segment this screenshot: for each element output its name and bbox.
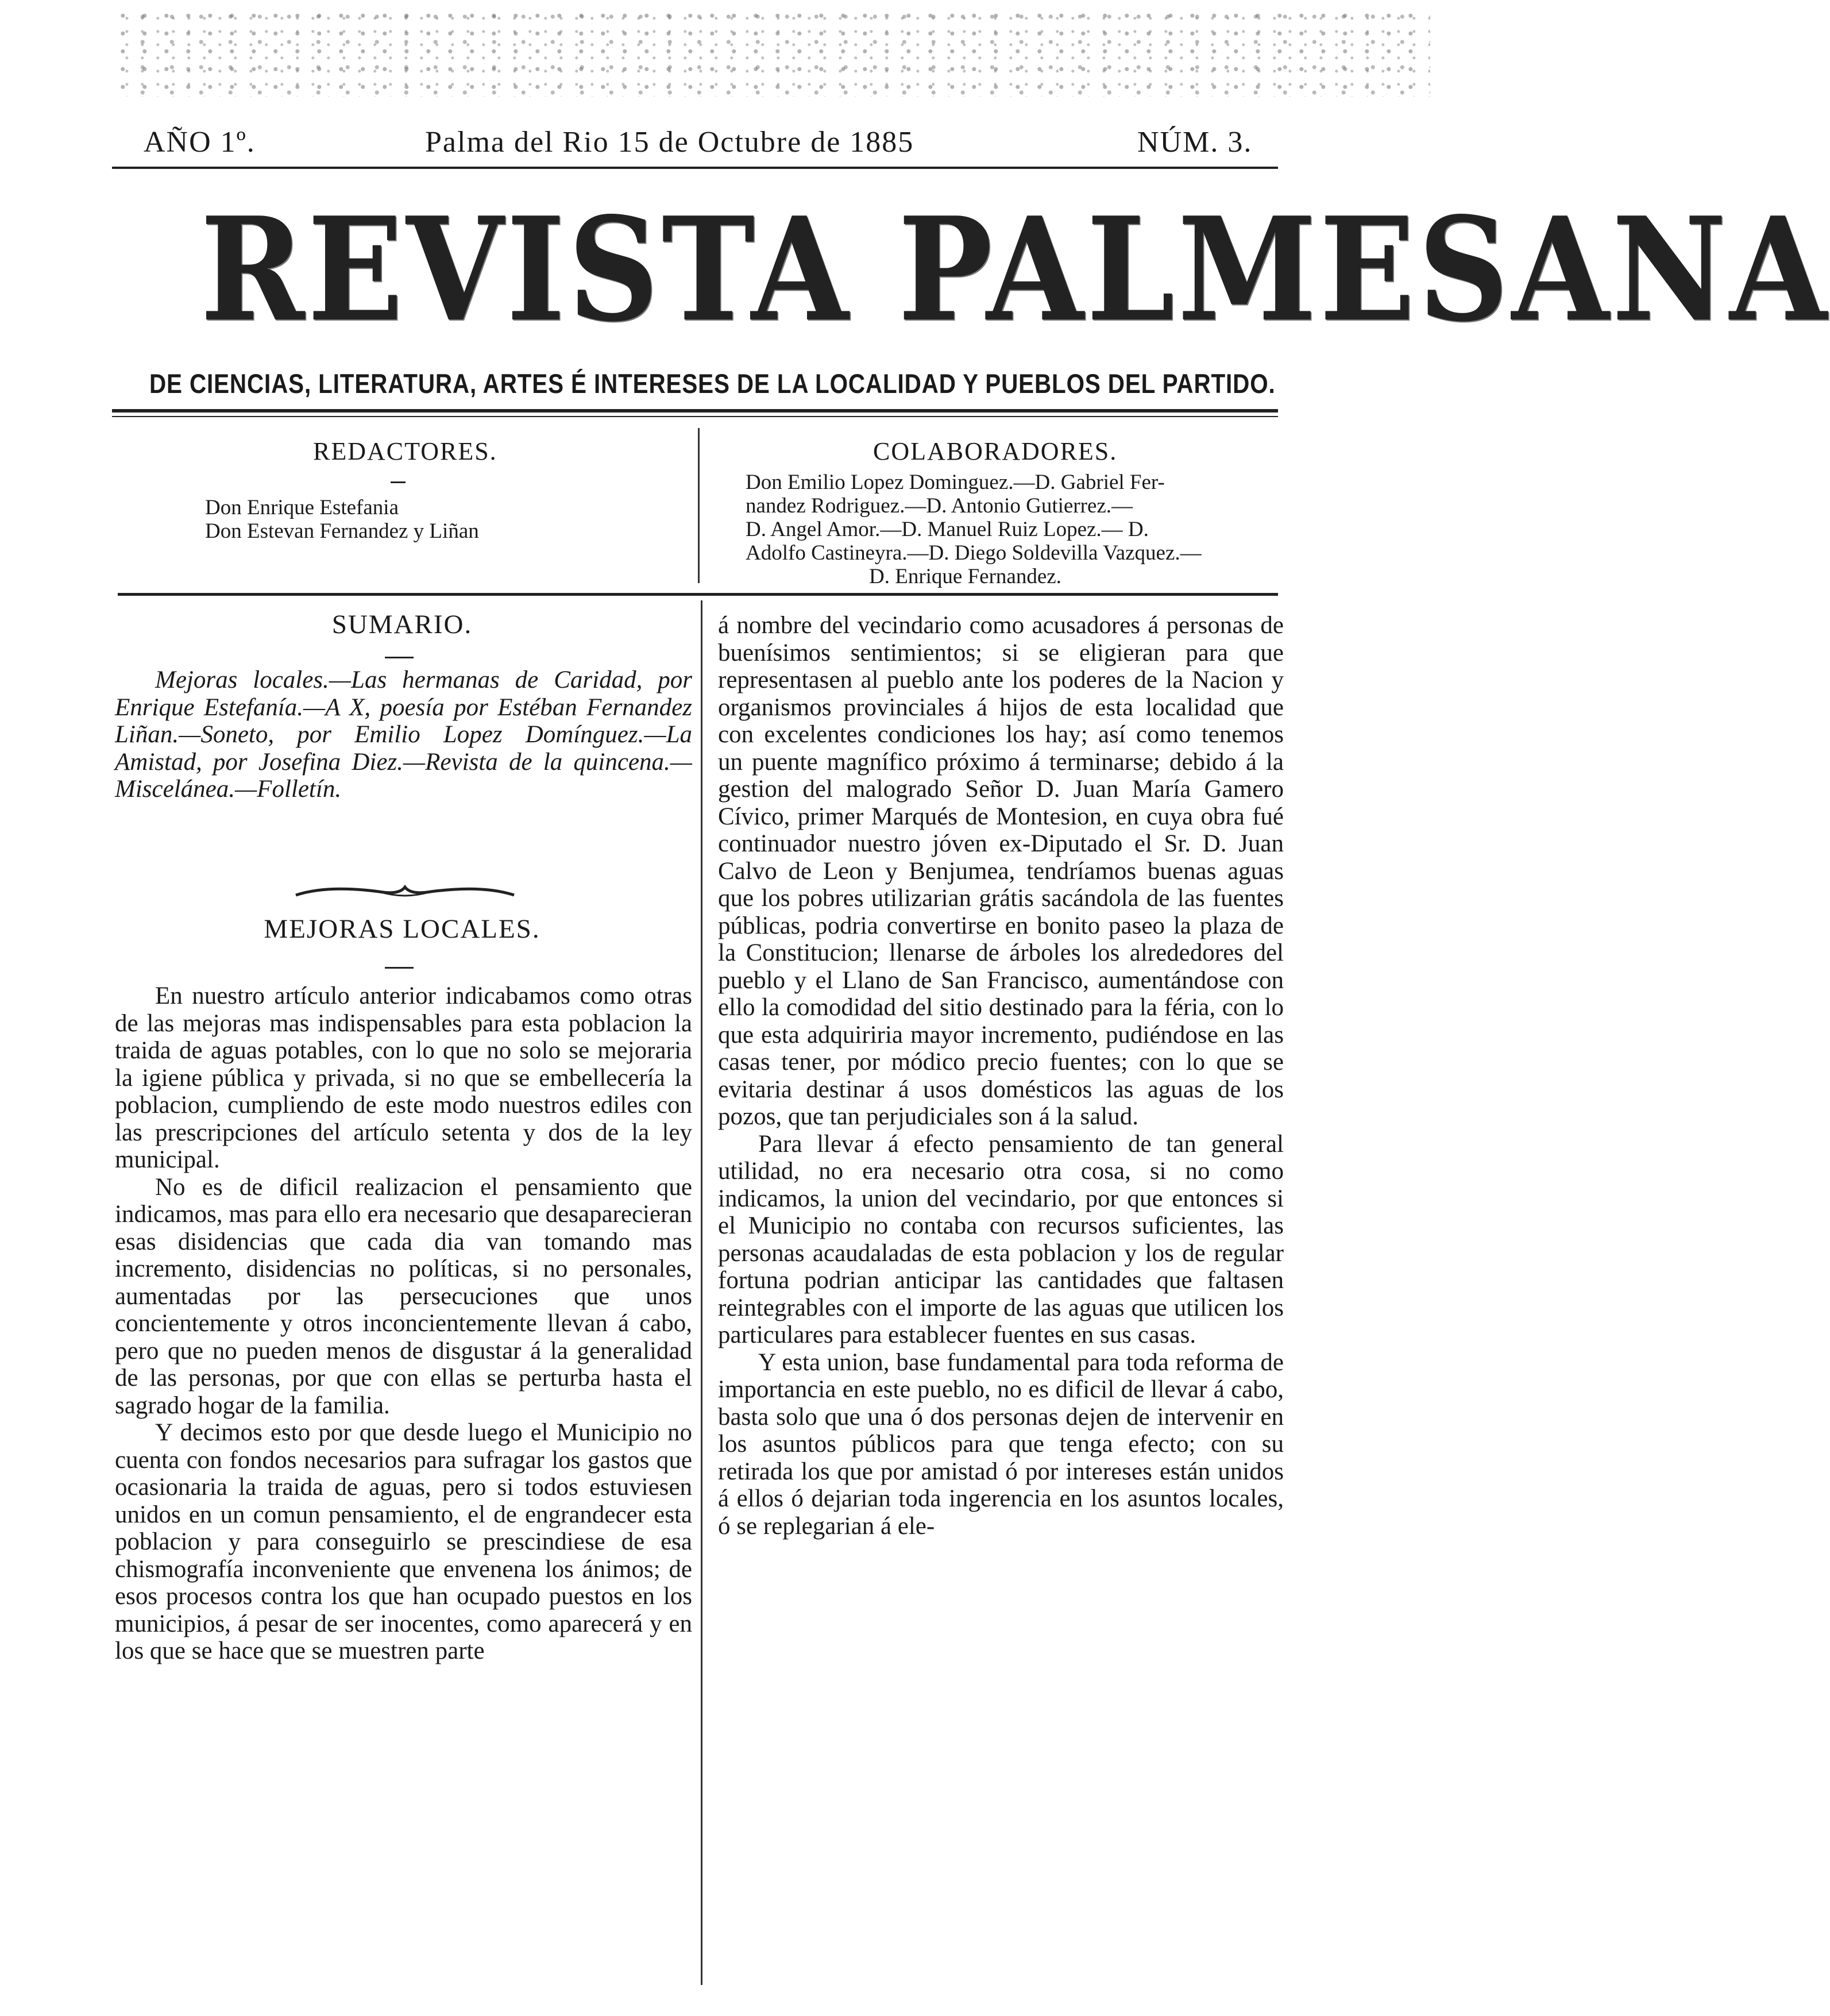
dateline-rule bbox=[112, 167, 1278, 169]
article-heading: MEJORAS LOCALES. bbox=[264, 914, 540, 944]
sumario-text: Mejoras locales.—Las hermanas de Caridad, por Enrique Estefanía.—A X, poesía por Estéban Fernandez Liñan.—Soneto, por Emilio Lopez Domínguez.—La Amistad, por Josefina Diez.—Revista de la quincena.—Miscelánea.—Folletín. bbox=[115, 666, 692, 803]
issue-year: AÑO 1º. bbox=[144, 126, 256, 159]
sumario-heading: SUMARIO. bbox=[331, 610, 473, 639]
ornament-divider bbox=[293, 879, 517, 902]
redactores-dash bbox=[391, 481, 406, 483]
article-paragraph: En nuestro artículo anterior indicabamos como otras de las mejoras mas indispensables para esta poblacion la traida de aguas potables, con lo que no solo se mejoraria la igiene pública y privada, si no que se embellecería la poblacion, cumpliendo de este modo nuestros ediles con las prescripciones del artículo setenta y dos de la ley municipal. bbox=[115, 982, 692, 1173]
article-paragraph: á nombre del vecindario como acusadores á personas de buenísimos sentimientos; si se eligieran para que representasen al pueblo ante los poderes de la Nacion y organismos provinciales á hijos de esta localidad que con excelentes condiciones los hay; así como tenemos un puente magnífico próximo á terminarse; debido á la gestion del malogrado Señor D. Juan María Gamero Cívico, primer Marqués de Montesion, en cuya obra fué continuador nuestro jóven ex-Diputado el Sr. D. Juan Calvo de Leon y Benjumea, tendríamos buenas aguas que los pobres utilizarian grátis sacándola de las fuentes públicas, podria convertirse en bonito paseo la plaza de la Constitucion; llenarse de árboles los alrededores del pueblo y el Llano de San Francisco, aumentándose con ello la comodidad del sitio destinado para la féria, con lo que esta adquiriria mayor incremento, pudiéndose en las casas tener, por módico precio fuentes; con lo que se evitaria destinar á usos domésticos las aguas de los pozos, que tan perjudiciales son á la salud. bbox=[718, 612, 1284, 1130]
masthead-subtitle: DE CIENCIAS, LITERATURA, ARTES É INTERESES DE LA LOCALIDAD Y PUEBLOS DEL PARTIDO. bbox=[149, 368, 1276, 399]
staff-rule bbox=[118, 593, 1278, 596]
redactores-heading: REDACTORES. bbox=[313, 437, 497, 465]
staff-divider bbox=[698, 428, 700, 583]
sumario-dash bbox=[385, 657, 414, 658]
colaborador-line: D. Angel Amor.—D. Manuel Ruiz Lopez.— D. bbox=[746, 518, 1149, 541]
redactor-line: Don Enrique Estefania bbox=[205, 496, 399, 519]
issue-number: NÚM. 3. bbox=[1137, 126, 1253, 159]
article-paragraph: Y decimos esto por que desde luego el Municipio no cuenta con fondos necesarios para sufragar los gastos que ocasionaria la traida de aguas, pero si todos estuviesen unidos en un comun pensamiento, el de engrandecer esta poblacion y para conseguirlo se prescindiese de esa chismografía inconveniente que envenena los ánimos; de esos procesos contra los que han ocupado puestos en los municipios, á pesar de ser inocentes, como aparecerá y en los que se hace que se muestren parte bbox=[115, 1419, 692, 1664]
colaboradores-heading: COLABORADORES. bbox=[873, 437, 1118, 465]
article-paragraph: Y esta union, base fundamental para toda reforma de importancia en este pueblo, no es dificil de llevar á cabo, basta solo que una ó dos personas dejen de intervenir en los asuntos públicos para que tenga efecto; con su retirada los que por amistad ó por intereses están unidos á ellos ó dejarian toda ingerencia en los asuntos locales, ó se replegarian á ele- bbox=[718, 1348, 1284, 1540]
article-paragraph: No es de dificil realizacion el pensamiento que indicamos, mas para ello era necesario que desaparecieran esas disidencias que cada dia van tomando mas incremento, disidencias no políticas, si no personales, aumentadas por las persecuciones que unos concientemente y otros inconcientemente llevan á cabo, pero que no pueden menos de disgustar á la generalidad de las personas, por que con ellas se perturba hasta el sagrado hogar de la familia. bbox=[115, 1173, 692, 1419]
colaborador-line: D. Enrique Fernandez. bbox=[869, 565, 1061, 588]
print-noise-band bbox=[121, 10, 1430, 97]
colaborador-line: Don Emilio Lopez Dominguez.—D. Gabriel Fer- bbox=[746, 471, 1165, 494]
redactor-line: Don Estevan Fernandez y Liñan bbox=[205, 519, 479, 543]
column-divider bbox=[701, 600, 702, 1985]
subtitle-rule-thin bbox=[112, 416, 1278, 417]
article-paragraph: Para llevar á efecto pensamiento de tan general utilidad, no era necesario otra cosa, si no como indicamos, la union del vecindario, por que entonces si el Municipio no contaba con recursos suficientes, las personas acaudaladas de esta poblacion y los de regular fortuna podrian anticipar las cantidades que faltasen reintegrables con el importe de las aguas que utilicen los particulares para establecer fuentes en sus casas. bbox=[718, 1130, 1284, 1348]
issue-date: Palma del Rio 15 de Octubre de 1885 bbox=[425, 126, 914, 159]
subtitle-rule-thick bbox=[112, 409, 1278, 413]
article-dash bbox=[385, 967, 414, 969]
dateline bbox=[144, 125, 1275, 165]
article-left-column bbox=[115, 982, 692, 1665]
colaborador-line: Adolfo Castineyra.—D. Diego Soldevilla Vazquez.— bbox=[746, 541, 1202, 565]
masthead bbox=[132, 184, 1830, 356]
masthead-title: REVISTA PALMESANA bbox=[200, 186, 1830, 353]
colaborador-line: nandez Rodriguez.—D. Antonio Gutierrez.— bbox=[746, 494, 1133, 518]
article-right-column bbox=[718, 612, 1284, 1540]
